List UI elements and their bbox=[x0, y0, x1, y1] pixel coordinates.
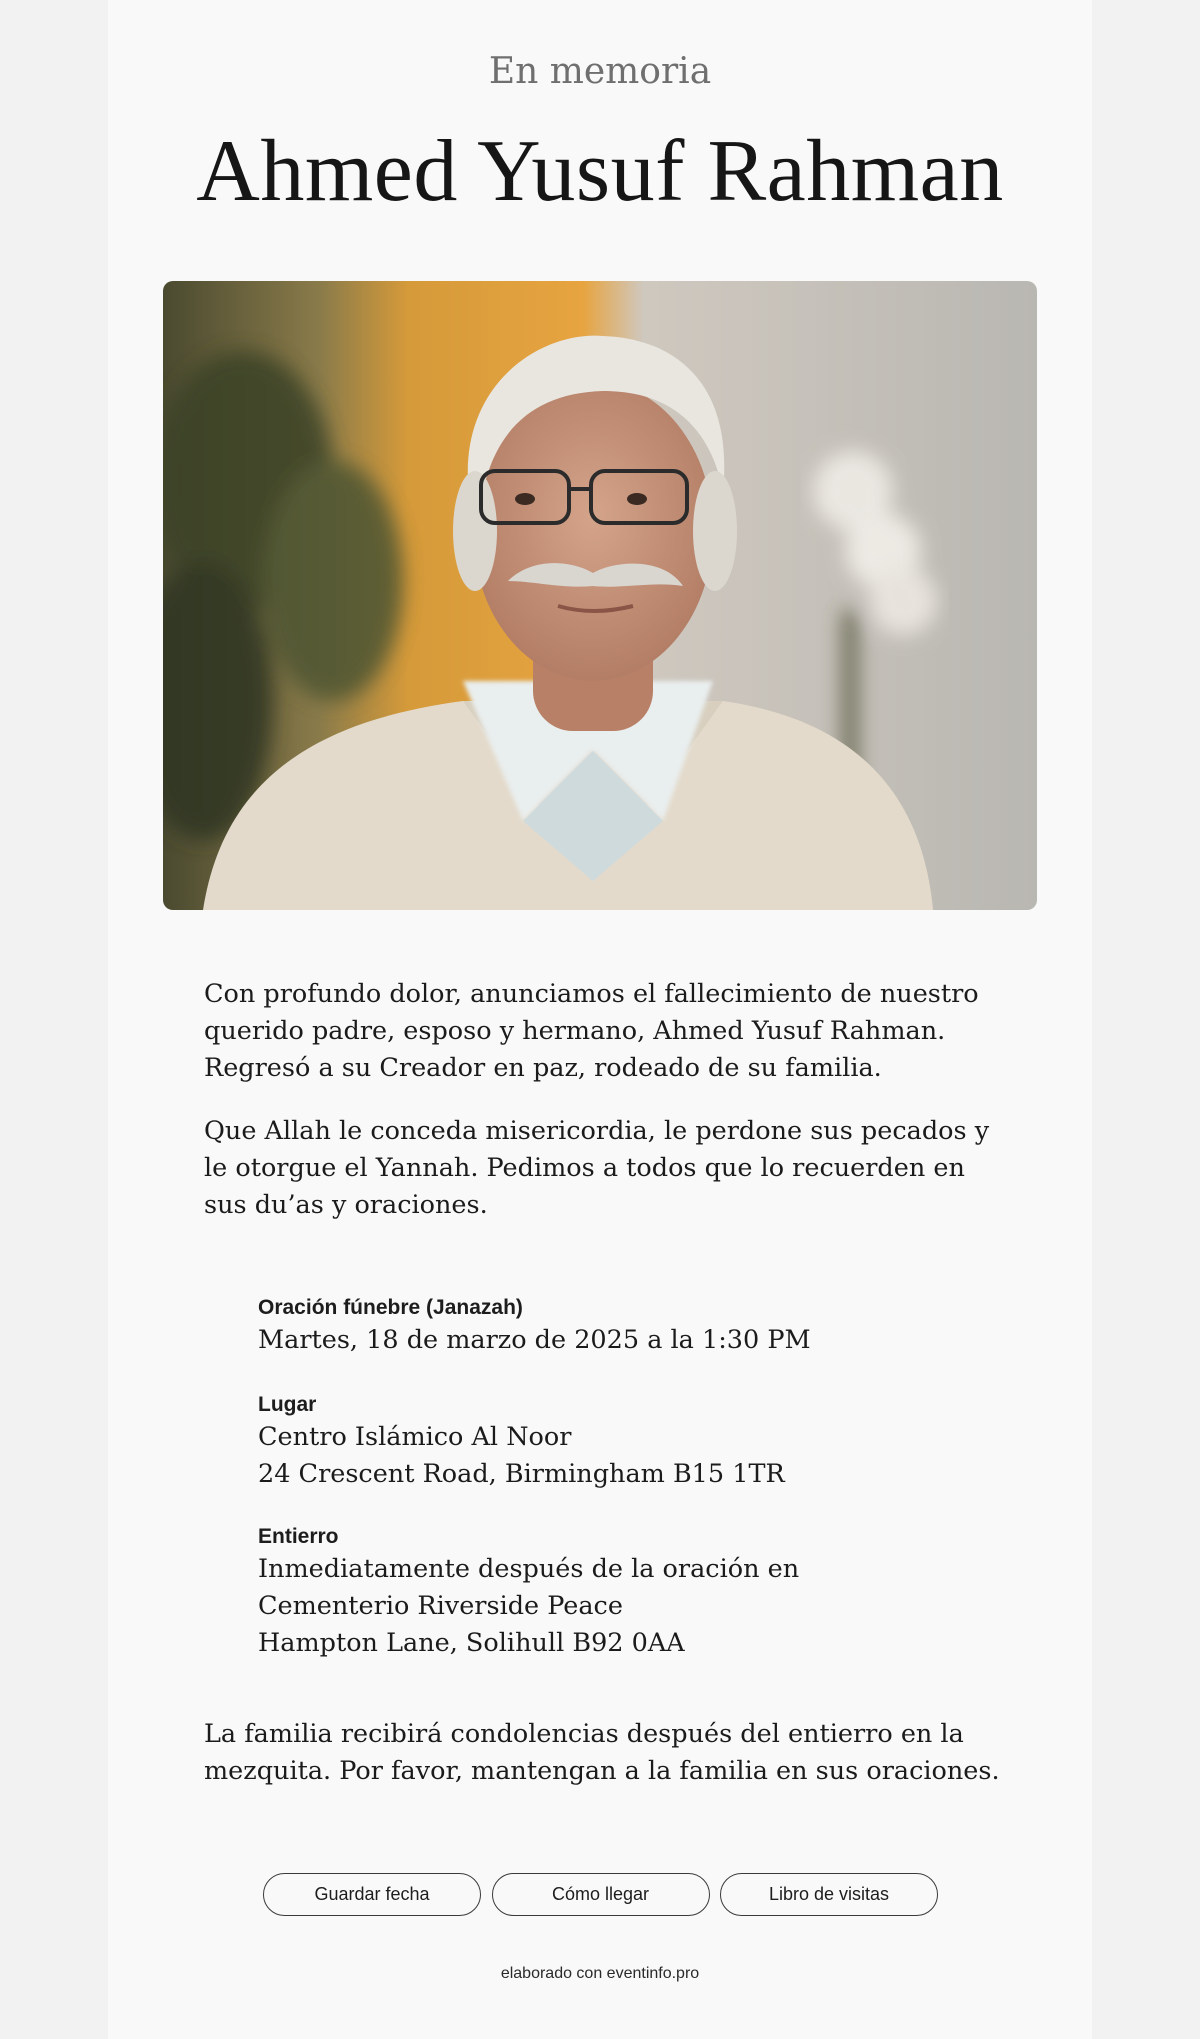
prayer-detail bbox=[258, 1294, 958, 1359]
prayer-datetime: Martes, 18 de marzo de 2025 a la 1:30 PM bbox=[258, 1325, 811, 1355]
save-date-button[interactable]: Guardar fecha bbox=[263, 1873, 481, 1916]
venue-detail bbox=[258, 1391, 958, 1493]
burial-label: Entierro bbox=[258, 1525, 339, 1548]
portrait-photo bbox=[163, 281, 1037, 910]
venue-label: Lugar bbox=[258, 1393, 317, 1416]
cemetery-name: Cementerio Riverside Peace bbox=[258, 1591, 623, 1621]
footer-credit-link[interactable]: elaborado con eventinfo.pro bbox=[500, 1965, 700, 1982]
burial-timing: Inmediatamente después de la oración en bbox=[258, 1554, 800, 1584]
closing-paragraph: La familia recibirá condolencias después del entierro en la mezquita. Por favor, mantengan a la familia en sus oraciones. bbox=[204, 1719, 1000, 1786]
deceased-name-title: Ahmed Yusuf Rahman bbox=[196, 123, 1004, 220]
portrait-illustration bbox=[163, 281, 1037, 910]
announcement-paragraph: Con profundo dolor, anunciamos el fallecimiento de nuestro querido padre, esposo y hermano, Ahmed Yusuf Rahman. Regresó a su Creador en paz, rodeado de su familia. bbox=[204, 979, 979, 1083]
venue-address: 24 Crescent Road, Birmingham B15 1TR bbox=[258, 1459, 785, 1489]
action-buttons bbox=[263, 1873, 938, 1918]
prayer-paragraph: Que Allah le conceda misericordia, le perdone sus pecados y le otorgue el Yannah. Pedimos a todos que lo recuerden en sus du’as y oraciones. bbox=[204, 1116, 990, 1220]
venue-name: Centro Islámico Al Noor bbox=[258, 1422, 572, 1452]
guestbook-button[interactable]: Libro de visitas bbox=[720, 1873, 938, 1916]
cemetery-address: Hampton Lane, Solihull B92 0AA bbox=[258, 1628, 685, 1658]
memorial-page bbox=[108, 0, 1092, 2039]
eyebrow-heading: En memoria bbox=[488, 51, 712, 92]
burial-detail bbox=[258, 1523, 958, 1662]
directions-button[interactable]: Cómo llegar bbox=[492, 1873, 710, 1916]
prayer-label: Oración fúnebre (Janazah) bbox=[258, 1296, 523, 1319]
